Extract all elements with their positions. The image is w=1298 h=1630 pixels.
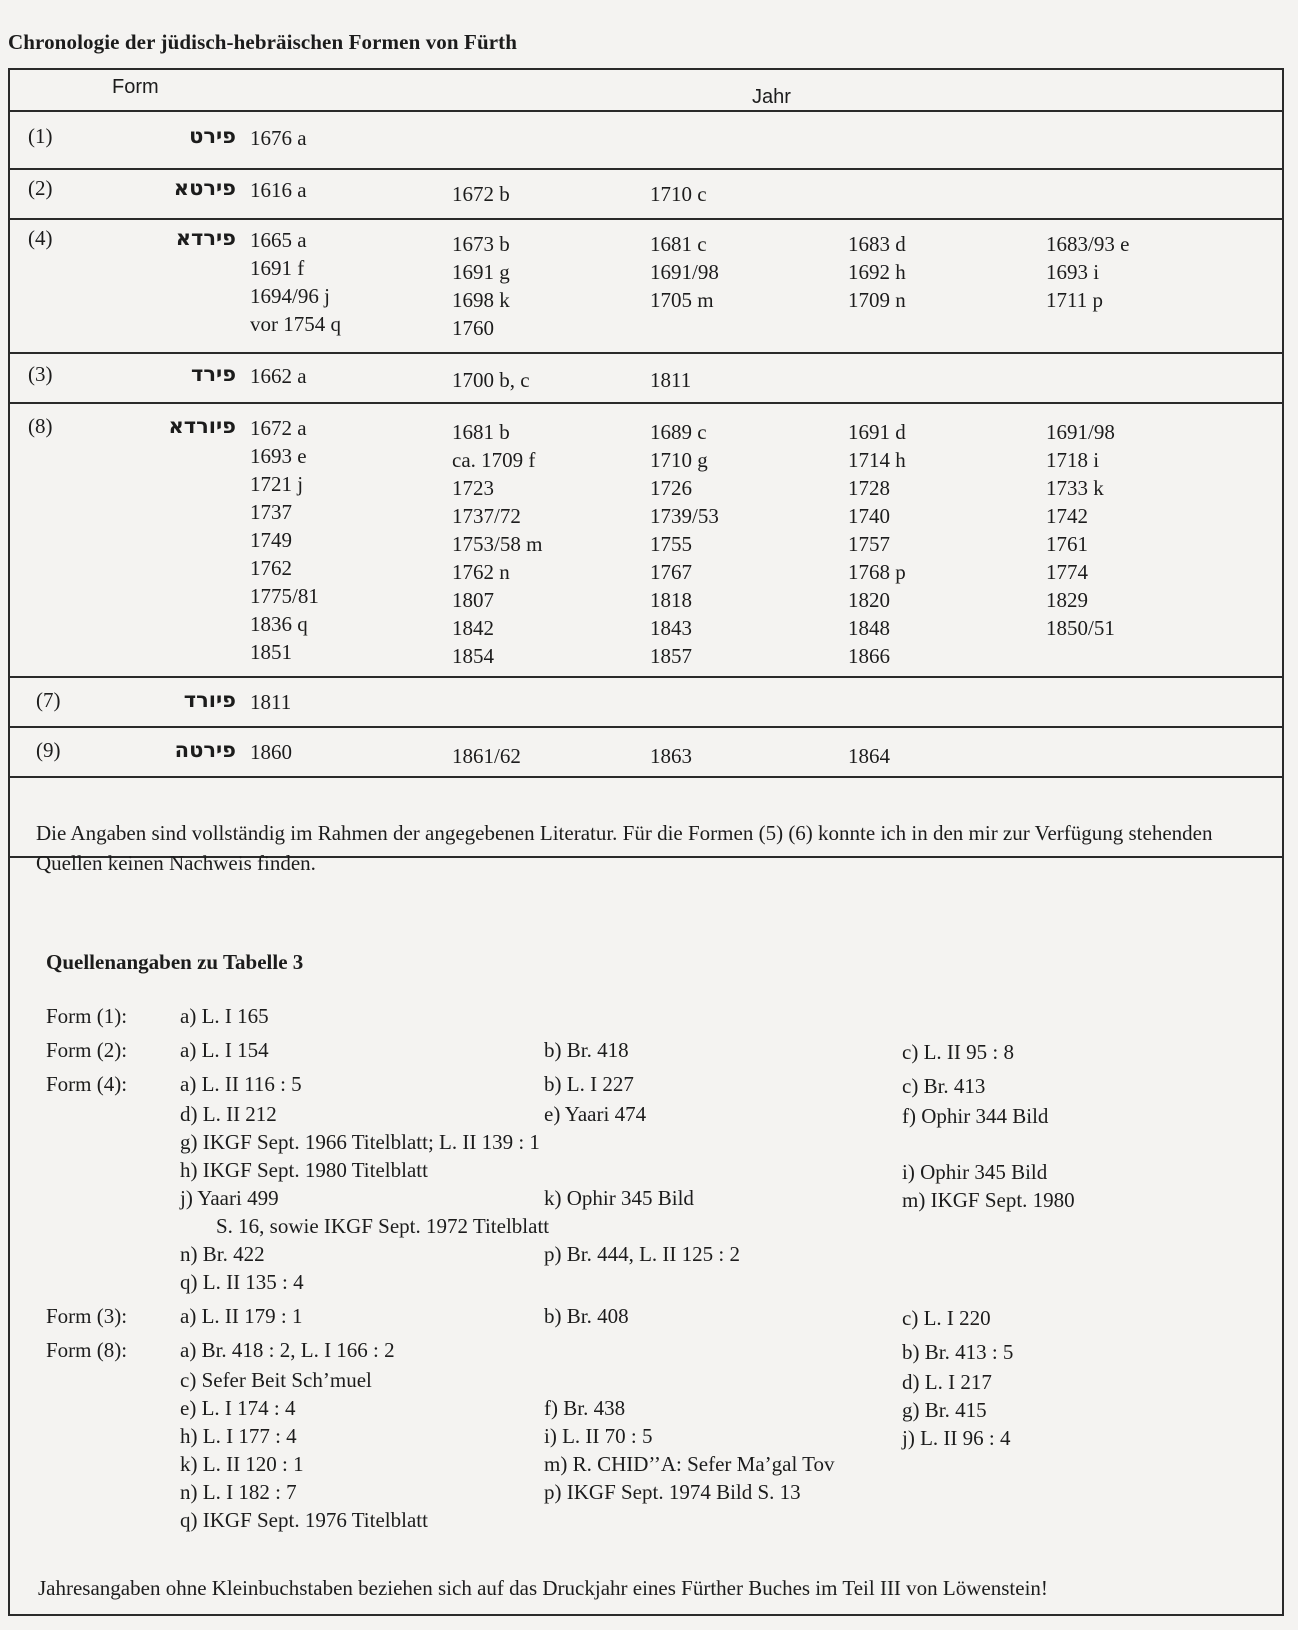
- year-cell: 1760: [452, 316, 494, 340]
- year-cell: 1721 j: [250, 472, 304, 496]
- year-cell: 1860: [250, 740, 292, 764]
- year-cell: 1742: [1046, 504, 1088, 528]
- year-cell: 1694/96 j: [250, 284, 330, 308]
- source-form-label: Form (4):: [46, 1072, 128, 1096]
- year-cell: 1711 p: [1046, 288, 1103, 312]
- source-form-label: Form (2):: [46, 1038, 128, 1062]
- year-cell: 1714 h: [848, 448, 906, 472]
- source-entry: b) Br. 413 : 5: [902, 1340, 1014, 1364]
- form-number: (8): [28, 414, 53, 438]
- form-number: (1): [28, 124, 53, 148]
- year-cell: ca. 1709 f: [452, 448, 536, 472]
- source-entry: f) Br. 438: [544, 1396, 626, 1420]
- row-divider: [8, 168, 1284, 170]
- year-cell: vor 1754 q: [250, 312, 341, 336]
- year-cell: 1691 g: [452, 260, 510, 284]
- source-entry: a) L. II 116 : 5: [180, 1072, 302, 1096]
- source-entry: e) Yaari 474: [544, 1102, 647, 1126]
- year-cell: 1836 q: [250, 612, 308, 636]
- hebrew-form: פירד: [191, 362, 236, 386]
- year-cell: 1866: [848, 644, 890, 668]
- hebrew-form: פיורדא: [168, 414, 236, 438]
- year-cell: 1616 a: [250, 178, 307, 202]
- sources-title: Quellenangaben zu Tabelle 3: [46, 950, 304, 974]
- year-cell: 1854: [452, 644, 494, 668]
- year-cell: 1851: [250, 640, 292, 664]
- form-number: (3): [28, 362, 53, 386]
- year-cell: 1692 h: [848, 260, 906, 284]
- source-entry: c) Br. 413: [902, 1074, 986, 1098]
- source-entry: d) L. I 217: [902, 1370, 992, 1394]
- year-cell: 1728: [848, 476, 890, 500]
- source-entry: e) L. I 174 : 4: [180, 1396, 296, 1420]
- year-cell: 1683 d: [848, 232, 906, 256]
- year-cell: 1709 n: [848, 288, 906, 312]
- year-cell: 1665 a: [250, 228, 307, 252]
- year-cell: 1762: [250, 556, 292, 580]
- source-entry: c) L. I 220: [902, 1306, 991, 1330]
- footer-note: Jahresangaben ohne Kleinbuchstaben beziehen sich auf das Druckjahr eines Fürther Buches im Teil III von Löwenstein!: [38, 1576, 1048, 1600]
- source-entry: n) Br. 422: [180, 1242, 265, 1266]
- row-divider: [8, 402, 1284, 404]
- year-cell: 1740: [848, 504, 890, 528]
- year-cell: 1863: [650, 744, 692, 768]
- source-entry: j) L. II 96 : 4: [902, 1426, 1011, 1450]
- year-cell: 1705 m: [650, 288, 714, 312]
- year-cell: 1683/93 e: [1046, 232, 1130, 256]
- year-cell: 1811: [650, 368, 692, 392]
- column-header-form: Form: [112, 76, 159, 98]
- year-cell: 1681 c: [650, 232, 707, 256]
- hebrew-form: פירט: [189, 124, 236, 148]
- source-entry: g) Br. 415: [902, 1398, 987, 1422]
- source-entry: a) L. I 154: [180, 1038, 269, 1062]
- source-entry: q) L. II 135 : 4: [180, 1270, 304, 1294]
- row-divider: [8, 726, 1284, 728]
- year-cell: 1843: [650, 616, 692, 640]
- year-cell: 1691/98: [1046, 420, 1115, 444]
- year-cell: 1723: [452, 476, 494, 500]
- source-entry: m) R. CHID’’A: Sefer Ma’gal Tov: [544, 1452, 835, 1476]
- row-divider: [8, 676, 1284, 678]
- form-number: (7): [36, 688, 61, 712]
- source-entry: j) Yaari 499: [180, 1186, 279, 1210]
- year-cell: 1842: [452, 616, 494, 640]
- source-entry: g) IKGF Sept. 1966 Titelblatt; L. II 139 : 1: [180, 1130, 540, 1154]
- year-cell: 1693 i: [1046, 260, 1100, 284]
- source-entry: k) Ophir 345 Bild: [544, 1186, 694, 1210]
- year-cell: 1691/98: [650, 260, 719, 284]
- form-number: (2): [28, 176, 53, 200]
- header-divider: [8, 110, 1284, 112]
- source-entry: b) Br. 408: [544, 1304, 629, 1328]
- year-cell: 1762 n: [452, 560, 510, 584]
- year-cell: 1829: [1046, 588, 1088, 612]
- source-form-label: Form (1):: [46, 1004, 128, 1028]
- source-form-label: Form (3):: [46, 1304, 128, 1328]
- source-entry: k) L. II 120 : 1: [180, 1452, 304, 1476]
- year-cell: 1691 f: [250, 256, 305, 280]
- hebrew-form: פירדא: [175, 226, 236, 250]
- source-entry: c) Sefer Beit Sch’muel: [180, 1368, 372, 1392]
- year-cell: 1691 d: [848, 420, 906, 444]
- source-entry: b) Br. 418: [544, 1038, 629, 1062]
- source-entry: h) IKGF Sept. 1980 Titelblatt: [180, 1158, 428, 1182]
- table-note: Die Angaben sind vollständig im Rahmen der angegebenen Literatur. Für die Formen (5) (6) konnte ich in den mir zur Verfügung stehenden Quellen keinen Nachweis finden.: [36, 821, 1213, 875]
- year-cell: 1848: [848, 616, 890, 640]
- page-title: Chronologie der jüdisch-hebräischen Formen von Fürth: [8, 30, 518, 54]
- row-divider: [8, 776, 1284, 778]
- year-cell: 1718 i: [1046, 448, 1100, 472]
- year-cell: 1698 k: [452, 288, 510, 312]
- year-cell: 1710 c: [650, 182, 707, 206]
- year-cell: 1726: [650, 476, 692, 500]
- year-cell: 1749: [250, 528, 292, 552]
- year-cell: 1672 b: [452, 182, 510, 206]
- source-entry: b) L. I 227: [544, 1072, 634, 1096]
- row-divider: [8, 352, 1284, 354]
- year-cell: 1761: [1046, 532, 1088, 556]
- year-cell: 1767: [650, 560, 692, 584]
- year-cell: 1737: [250, 500, 292, 524]
- source-entry: a) L. II 179 : 1: [180, 1304, 303, 1328]
- year-cell: 1850/51: [1046, 616, 1115, 640]
- year-cell: 1753/58 m: [452, 532, 543, 556]
- year-cell: 1739/53: [650, 504, 719, 528]
- year-cell: 1710 g: [650, 448, 708, 472]
- row-divider: [8, 218, 1284, 220]
- year-cell: 1818: [650, 588, 692, 612]
- source-entry: d) L. II 212: [180, 1102, 277, 1126]
- year-cell: 1820: [848, 588, 890, 612]
- column-header-jahr: Jahr: [752, 86, 791, 108]
- source-entry: i) Ophir 345 Bild: [902, 1160, 1048, 1184]
- source-entry: c) L. II 95 : 8: [902, 1040, 1014, 1064]
- year-cell: 1662 a: [250, 364, 307, 388]
- year-cell: 1673 b: [452, 232, 510, 256]
- year-cell: 1774: [1046, 560, 1088, 584]
- year-cell: 1737/72: [452, 504, 521, 528]
- year-cell: 1811: [250, 690, 292, 714]
- year-cell: 1775/81: [250, 584, 319, 608]
- year-cell: 1864: [848, 744, 890, 768]
- hebrew-form: פיורד: [183, 688, 236, 712]
- source-entry: i) L. II 70 : 5: [544, 1424, 653, 1448]
- year-cell: 1693 e: [250, 444, 307, 468]
- year-cell: 1681 b: [452, 420, 510, 444]
- source-entry: S. 16, sowie IKGF Sept. 1972 Titelblatt: [216, 1214, 550, 1238]
- source-form-label: Form (8):: [46, 1338, 128, 1362]
- year-cell: 1755: [650, 532, 692, 556]
- source-entry: p) Br. 444, L. II 125 : 2: [544, 1242, 740, 1266]
- year-cell: 1689 c: [650, 420, 707, 444]
- year-cell: 1676 a: [250, 126, 307, 150]
- source-entry: f) Ophir 344 Bild: [902, 1104, 1049, 1128]
- hebrew-form: פירטא: [173, 176, 236, 200]
- year-cell: 1768 p: [848, 560, 906, 584]
- year-cell: 1861/62: [452, 744, 521, 768]
- year-cell: 1700 b, c: [452, 368, 530, 392]
- year-cell: 1807: [452, 588, 494, 612]
- year-cell: 1757: [848, 532, 890, 556]
- source-entry: p) IKGF Sept. 1974 Bild S. 13: [544, 1480, 801, 1504]
- source-entry: m) IKGF Sept. 1980: [902, 1188, 1075, 1212]
- form-number: (4): [28, 226, 53, 250]
- hebrew-form: פירטה: [174, 738, 236, 762]
- source-entry: q) IKGF Sept. 1976 Titelblatt: [180, 1508, 428, 1532]
- source-entry: n) L. I 182 : 7: [180, 1480, 297, 1504]
- source-entry: a) Br. 418 : 2, L. I 166 : 2: [180, 1338, 395, 1362]
- year-cell: 1857: [650, 644, 692, 668]
- year-cell: 1733 k: [1046, 476, 1104, 500]
- source-entry: h) L. I 177 : 4: [180, 1424, 297, 1448]
- year-cell: 1672 a: [250, 416, 307, 440]
- form-number: (9): [36, 738, 61, 762]
- source-entry: a) L. I 165: [180, 1004, 269, 1028]
